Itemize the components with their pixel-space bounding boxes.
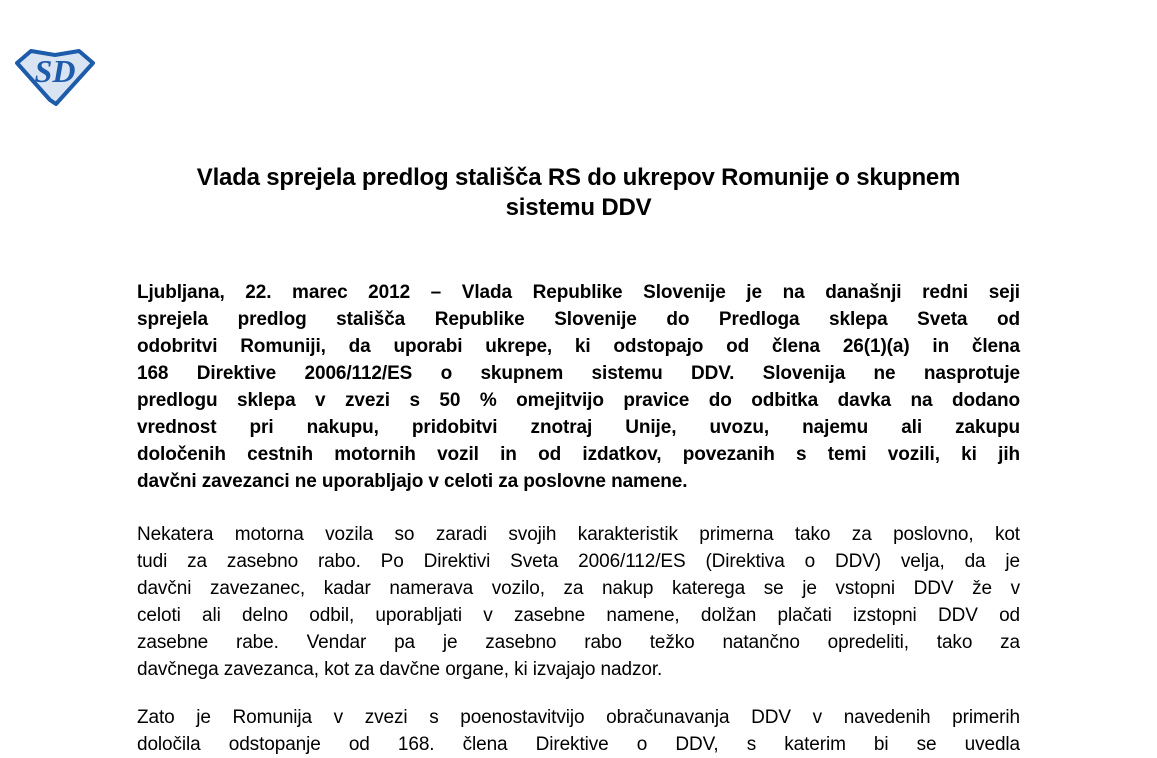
text-line: Zato je Romunija v zvezi s poenostavitvijo obračunavanja DDV v navedenih primerih [137, 707, 1020, 728]
text-line: Ljubljana, 22. marec 2012 – Vlada Republike Slovenije je na današnji redni seji [137, 282, 1020, 303]
text-line: 168 Direktive 2006/112/ES o skupnem sistemu DDV. Slovenija ne nasprotuje [137, 363, 1020, 384]
text-line: davčni zavezanec, kadar namerava vozilo, za nakup katerega se je vstopni DDV že v [137, 578, 1020, 599]
body-paragraph-clipped [137, 704, 1020, 758]
sd-shield-logo-icon [14, 48, 96, 106]
text-line: vrednost pri nakupu, pridobitvi znotraj Unije, uvozu, najemu ali zakupu [137, 417, 1020, 438]
text-line: davčnega zavezanca, kot za davčne organe, ki izvajajo nadzor. [137, 659, 663, 680]
text-line: predlogu sklepa v zvezi s 50 % omejitvijo pravice do odbitka davka na dodano [137, 390, 1020, 411]
text-line: tudi za zasebno rabo. Po Direktivi Sveta 2006/112/ES (Direktiva o DDV) velja, da je [137, 551, 1020, 572]
text-line: odobritvi Romuniji, da uporabi ukrepe, ki odstopajo od člena 26(1)(a) in člena [137, 336, 1020, 357]
text-line: Vlada sprejela predlog stališča RS do ukrepov Romunije o skupnem [196, 164, 961, 191]
logo-letters: SD [34, 53, 76, 89]
text-line: Nekatera motorna vozila so zaradi svojih karakteristik primerna tako za poslovno, kot [137, 524, 1020, 545]
text-line: določila odstopanje od 168. člena Direktive o DDV, s katerim bi se uvedla [137, 734, 1020, 755]
body-paragraph [137, 521, 1020, 683]
text-line: določenih cestnih motornih vozil in od izdatkov, povezanih s temi vozili, ki jih [137, 444, 1020, 465]
text-line: davčni zavezanci ne uporabljajo v celoti za poslovne namene. [137, 471, 688, 492]
text-line: celoti ali delno odbil, uporabljati v zasebne namene, dolžan plačati izstopni DDV od [137, 605, 1020, 626]
lead-paragraph [137, 279, 1020, 495]
text-line: sprejela predlog stališča Republike Slovenije do Predloga sklepa Sveta od [137, 309, 1020, 330]
text-line: sistemu DDV [505, 194, 652, 221]
page-title [137, 163, 1020, 223]
text-line: zasebne rabe. Vendar pa je zasebno rabo težko natančno opredeliti, tako za [137, 632, 1020, 653]
